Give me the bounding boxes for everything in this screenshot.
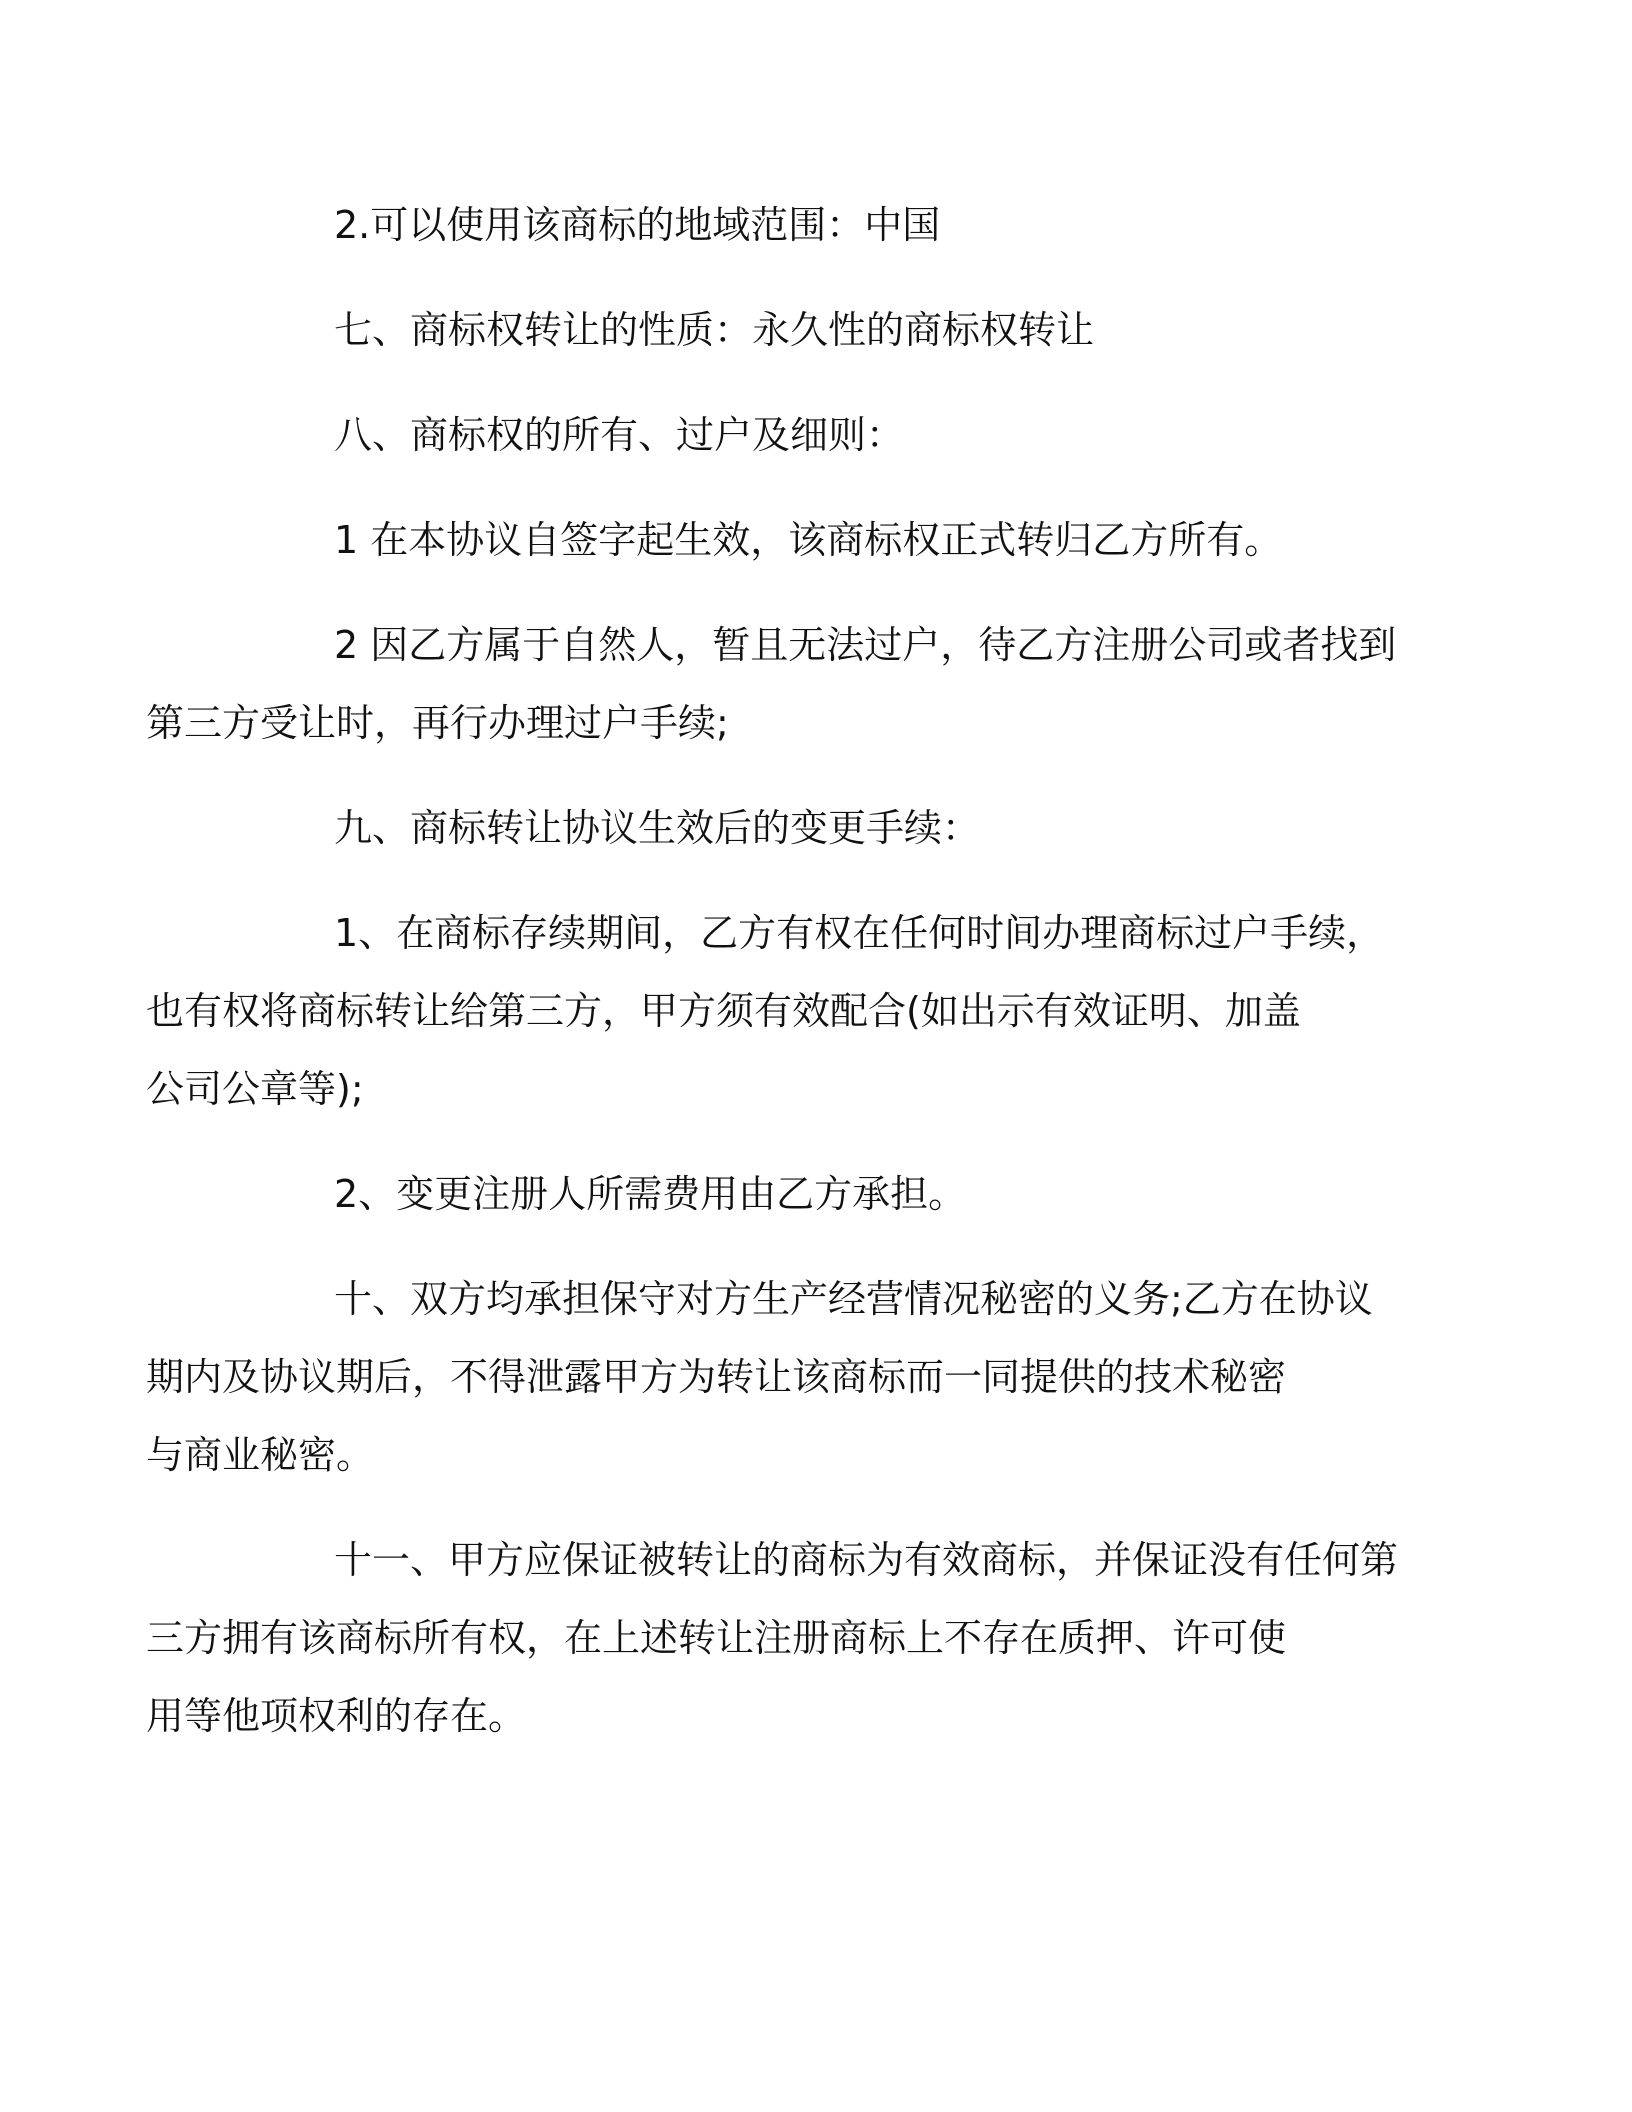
text-line: 七、商标权转让的性质：永久性的商标权转让 — [334, 308, 1095, 352]
text-line: 三方拥有该商标所有权，在上述转让注册商标上不存在质押、许可使 — [146, 1616, 1287, 1660]
text-line: 用等他项权利的存在。 — [146, 1694, 527, 1738]
paragraph-section-10 — [146, 1260, 1380, 1494]
paragraph-section-9-item-2 — [240, 1155, 1380, 1233]
text-line: 第三方受让时，再行办理过户手续; — [146, 701, 729, 745]
paragraph-section-8-item-2 — [146, 606, 1397, 762]
text-line: 十、双方均承担保守对方生产经营情况秘密的义务;乙方在协议 — [334, 1277, 1373, 1321]
text-line: 期内及协议期后，不得泄露甲方为转让该商标而一同提供的技术秘密 — [146, 1355, 1287, 1399]
paragraph-section-7 — [240, 291, 1380, 369]
paragraph-section-9 — [240, 789, 1380, 867]
text-line: 2 因乙方属于自然人，暂且无法过户，待乙方注册公司或者找到 — [334, 623, 1397, 667]
paragraph-section-8-item-1 — [240, 501, 1380, 579]
text-line: 八、商标权的所有、过户及细则： — [334, 413, 905, 457]
text-line: 2.可以使用该商标的地域范围：中国 — [334, 203, 941, 247]
text-line: 1 在本协议自签字起生效，该商标权正式转归乙方所有。 — [334, 518, 1283, 562]
text-line: 2、变更注册人所需费用由乙方承担。 — [334, 1172, 967, 1216]
paragraph-section-9-item-1 — [146, 894, 1385, 1128]
text-line: 公司公章等); — [146, 1067, 364, 1111]
paragraph-usage-region — [240, 186, 1380, 264]
text-line: 十一、甲方应保证被转让的商标为有效商标，并保证没有任何第 — [334, 1538, 1399, 1582]
paragraph-section-11 — [146, 1521, 1399, 1755]
text-line: 与商业秘密。 — [146, 1433, 375, 1477]
text-line: 九、商标转让协议生效后的变更手续： — [334, 806, 981, 850]
text-line: 1、在商标存续期间，乙方有权在任何时间办理商标过户手续， — [334, 911, 1385, 955]
text-line: 也有权将商标转让给第三方，甲方须有效配合(如出示有效证明、加盖 — [146, 989, 1301, 1033]
paragraph-section-8 — [240, 396, 1380, 474]
document-body — [146, 186, 1399, 1782]
